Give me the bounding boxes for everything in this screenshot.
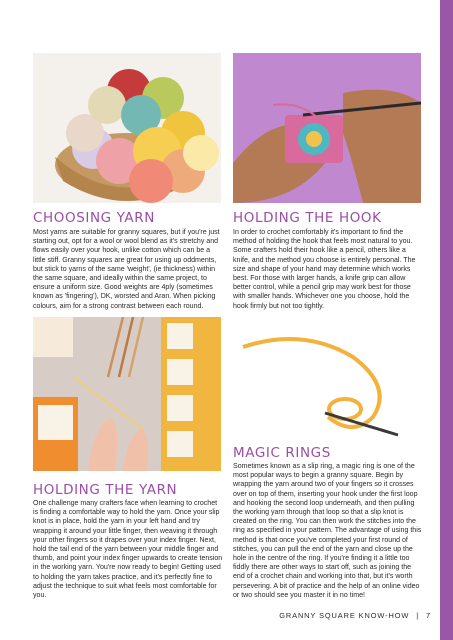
purple-edge-bar: [440, 0, 453, 640]
running-title: GRANNY SQUARE KNOW-HOW: [279, 611, 410, 620]
page-footer: [279, 611, 431, 620]
choosing-yarn-text: Most yarns are suitable for granny squares, but if you're just starting out, opt for a wool or wool blend as it's stretchy and flows easily over your hook, unlike cotton which can be a little stiff. Granny squares are great for using up oddments, but stick to yarns of the same 'weight', (ie thickness) within the same square, and ideally within the same project, to ensure a uniform size. Good weights are 4ply (sometimes known as 'fingering'), DK, worsted and Aran. When picking colours, aim for a strong contrast between each round.: [33, 229, 220, 310]
yarn-basket-photo: [33, 53, 221, 203]
holding-yarn-text: One challenge many crafters face when learning to crochet is finding a comfortable way to hold the yarn. Once your slip knot is in place, hold the yarn in your left hand and try wrapping it around your little finger, then weaving it through your other fingers so it drapes over your index finger. Next, hold the tail end of the yarn between your middle finger and thumb, and point your index finger upwards to create tension in the working yarn. You're now ready to begin! Getting used to holding the yarn takes practice, and it's perfectly fine to adjust the technique to suit what feels most comfortable for you.: [33, 500, 223, 600]
choosing-yarn-heading: CHOOSING YARN: [33, 210, 155, 226]
holding-hook-text: In order to crochet comfortably it's important to find the method of holding the hook that feels most natural to you. Some crafters hold their hook like a pencil, others like a knife, and the method you choose is entirely personal. The size and shape of your hand may determine which works best. For those with larger hands, a knife grip can allow better control, while a pencil grip may work best for those with smaller hands. Whichever one you choose, hold the hook firmly but not too tightly.: [233, 229, 416, 310]
holding-hook-photo: [233, 53, 421, 203]
magic-ring-photo: [233, 317, 421, 437]
magic-rings-text: Sometimes known as a slip ring, a magic ring is one of the most popular ways to begin a granny square. Begin by wrapping the yarn around two of your fingers so it crosses over on top of them, inserting your hook under the first loop and hooking the second loop underneath, and then pulling the working yarn through that loop so that a slip knot is created on the ring. You can then work the stitches into the ring as specified in your pattern. The advantage of using this method is that once you've completed your first round of stitches, you can pull the end of the yarn and close up the hole in the centre of the ring. If you're finding it a little too fiddly there are other ways to start off, such as joining the end of a crochet chain and working into that, but it's worth persevering. A bit of practice and the help of an online video or two should see you master it in no time!: [233, 463, 422, 599]
footer-separator: |: [416, 611, 420, 620]
page-number: 7: [425, 611, 431, 620]
holding-yarn-photo: [33, 317, 221, 471]
magic-rings-heading: MAGIC RINGS: [233, 445, 331, 461]
holding-yarn-heading: HOLDING THE YARN: [33, 482, 178, 498]
holding-hook-heading: HOLDING THE HOOK: [233, 210, 382, 226]
